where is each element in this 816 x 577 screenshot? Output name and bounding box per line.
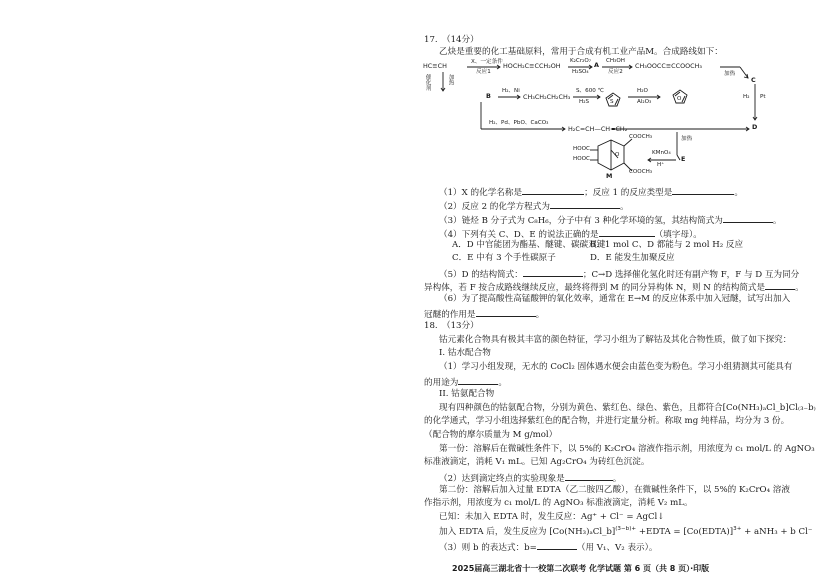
scheme-D: D [752,123,758,131]
scheme-r5-byproduct: H₂S [579,99,589,105]
q17-4-option-A: A．D 中官能团为酯基、醚键、碳碳双键 [452,240,606,250]
q17-score: （14分） [442,35,479,45]
q18-intro: 钴元素化合物具有极其丰富的颜色特征，学习小组为了解钴及其化合物性质，做了如下探究： [439,335,792,345]
scheme-r6-reagent: H₂O [637,88,648,94]
q18-known-reaction: 已知：未加入 EDTA 时，发生反应：Ag⁺ + Cl⁻ = AgCl↓ [439,512,665,522]
q18-sample2-line1: 第二份：溶解后加入过量 EDTA（乙二胺四乙酸），在微碱性条件下，以 5%的 K₂CrO₄ 溶液 [439,485,790,495]
q18-sample2-line2: 作指示剂，用浓度为 c₁ mol/L 的 AgNO₃ 标准液滴定，消耗 V₂ mL。 [424,498,693,508]
scheme-r2-oxidant: K₂Cr₂O₇ [570,58,592,64]
scheme-r5-reagent: S、600 ℃ [576,88,604,94]
m-ester-top: COOCH₃ [629,134,653,140]
q17-1: （1）X 的化学名称是 ；反应 1 的反应类型是 。 [439,188,743,198]
q18-score: （13分） [442,321,479,331]
q18-part2-line1: 现有四种颜色的钴氨配合物，分别为黄色、紫红色、绿色、紫色，且都符合[Co(NH₃)ₐCl_b]Cl₍₃₋b₎ [439,403,816,413]
scheme-r7-reagent: H₂、Pd、PbO、CaCO₃ [489,120,549,126]
q17-3: （3）链烃 B 分子式为 C₈H₆，分子中有 3 种化学环境的氢，其结构简式为 。 [439,216,782,226]
q17-5-line1: （5）D 的结构简式： ；C→D 选择催化氢化时还有副产物 F，F 与 D 互为同分 [439,270,800,280]
scheme-furan-O: O [677,96,682,102]
q18-3: （3）则 b 的表达式：b= （用 V₁、V₂ 表示）。 [439,543,658,553]
q18-part2-line3: （配合物的摩尔质量为 M g/mol） [424,430,558,440]
scheme-h2: H₂ [743,94,750,100]
scheme-heat-1: 加热 [724,71,736,77]
q17-4-option-C: C．E 中有 3 个手性碳原子 [452,253,556,263]
page-footer: 2025届高三湖北省十一校第二次联考 化学试题 第 6 页（共 8 页）·印版 [452,564,710,573]
scheme-r3-label: 反应2 [608,69,623,75]
q17-2: （2）反应 2 的化学方程式为 。 [439,202,629,212]
scheme-B: B [486,92,491,100]
scheme-heat-2: 加热 [681,136,693,142]
complex-2: [Co(EDTA)] [683,526,734,537]
m-acid-top: HOOC [573,146,590,152]
q17-intro: 乙炔是重要的化工基础原料，常用于合成有机工业产品M。合成路线如下： [439,47,723,57]
complex-2-charge: 3+ [733,526,742,532]
scheme-butane: CH₃CH₂CH₂CH₃ [523,93,571,101]
complex-1: [Co(NH₃)ₐCl_b] [549,526,616,537]
scheme-pt: Pt [760,94,766,100]
q18-edta-equation: 加入 EDTA 后，发生反应为 [Co(NH₃)ₐCl_b]$^{(3-b)+}$ +EDTA = [Co(EDTA)]$^{3+}$ + aNH₃ + b Cl⁻ [439,526,813,537]
q17-5-line2: 异构体，若 F 按合成路线继续反应，最终将得到 M 的同分异构体 N，则 N 的结构简式是 。 [424,283,804,293]
q18-part2-line2: 的化学通式，学习小组选择紫红色的配合物，并进行定量分析。称取 mg 纯样品，均分为 3 份。 [424,416,790,426]
q18-1-line1: （1）学习小组发现，无水的 CoCl₂ 固体遇水便会由蓝色变为粉色。学习小组猜测其可能具有 [439,362,793,372]
scheme-r4-reagent: H₂、Ni [502,88,520,94]
q18-sample1-line1: 第一份：溶解后在微碱性条件下，以 5%的 K₂CrO₄ 溶液作指示剂，用浓度为 c₁ mol/L 的 AgNO₃ [439,444,815,454]
m-bridge-O: O [615,152,620,158]
scheme-heat-side: 加热 [447,74,454,86]
scheme-r8-acid: H⁺ [657,162,665,168]
scheme-E: E [681,155,686,163]
q18-number: 18. [424,321,438,331]
scheme-r3-reagent: CH₃OH [606,58,625,64]
scheme-acetylene: HC≡CH [423,62,447,70]
scheme-A: A [594,61,599,69]
q17-4-option-B: B．1 mol C、D 都能与 2 mol H₂ 反应 [590,240,744,250]
q17-4: （4）下列有关 C、D、E 的说法正确的是 （填字母）。 [439,230,702,240]
scheme-M: M [606,172,613,180]
m-ester-bottom: COOCH₃ [629,169,653,175]
scheme-r1-label: 反应1 [476,69,491,75]
complex-1-charge: (3−b)+ [615,526,637,532]
scheme-catalyst: 催化剂 [424,74,431,91]
q18-2: （2）达到滴定终点的实验现象是 。 [439,474,622,484]
scheme-butynediol: HOCH₂C≡CCH₂OH [503,62,561,70]
m-acid-bottom: HOOC [573,156,590,162]
scheme-r8-oxidant: KMnO₄ [652,150,671,156]
q17-6-line1: （6）为了提高酸性高锰酸钾的氧化效率，通常在 E→M 的反应体系中加入冠醚，试写出加入 [439,294,791,304]
scheme-r1-reagent: X、一定条件 [471,59,503,65]
q18-part2-heading: II. 钴氨配合物 [439,389,495,399]
scheme-C: C [751,76,756,84]
q18-sample1-line2: 标准液滴定，消耗 V₁ mL。已知 Ag₂CrO₄ 为砖红色沉淀。 [424,457,650,467]
scheme-butadiene: H₂C=CH—CH=CH₂ [568,125,628,133]
scheme-diester: CH₃OOCC≡CCOOCH₃ [635,62,702,70]
scheme-r6-catalyst: Al₂O₃ [637,99,652,105]
q17-4-option-D: D．E 能发生加聚反应 [590,253,675,263]
q18-part1-heading: I. 钴水配合物 [439,348,491,358]
q17-number: 17. [424,35,438,45]
scheme-thiophene-S: S [610,99,614,105]
scheme-r2-acid: H₂SO₄ [572,69,589,75]
q18-1-line2: 的用途为 。 [424,378,507,388]
q17-6-line2: 冠醚的作用是 。 [424,310,545,320]
